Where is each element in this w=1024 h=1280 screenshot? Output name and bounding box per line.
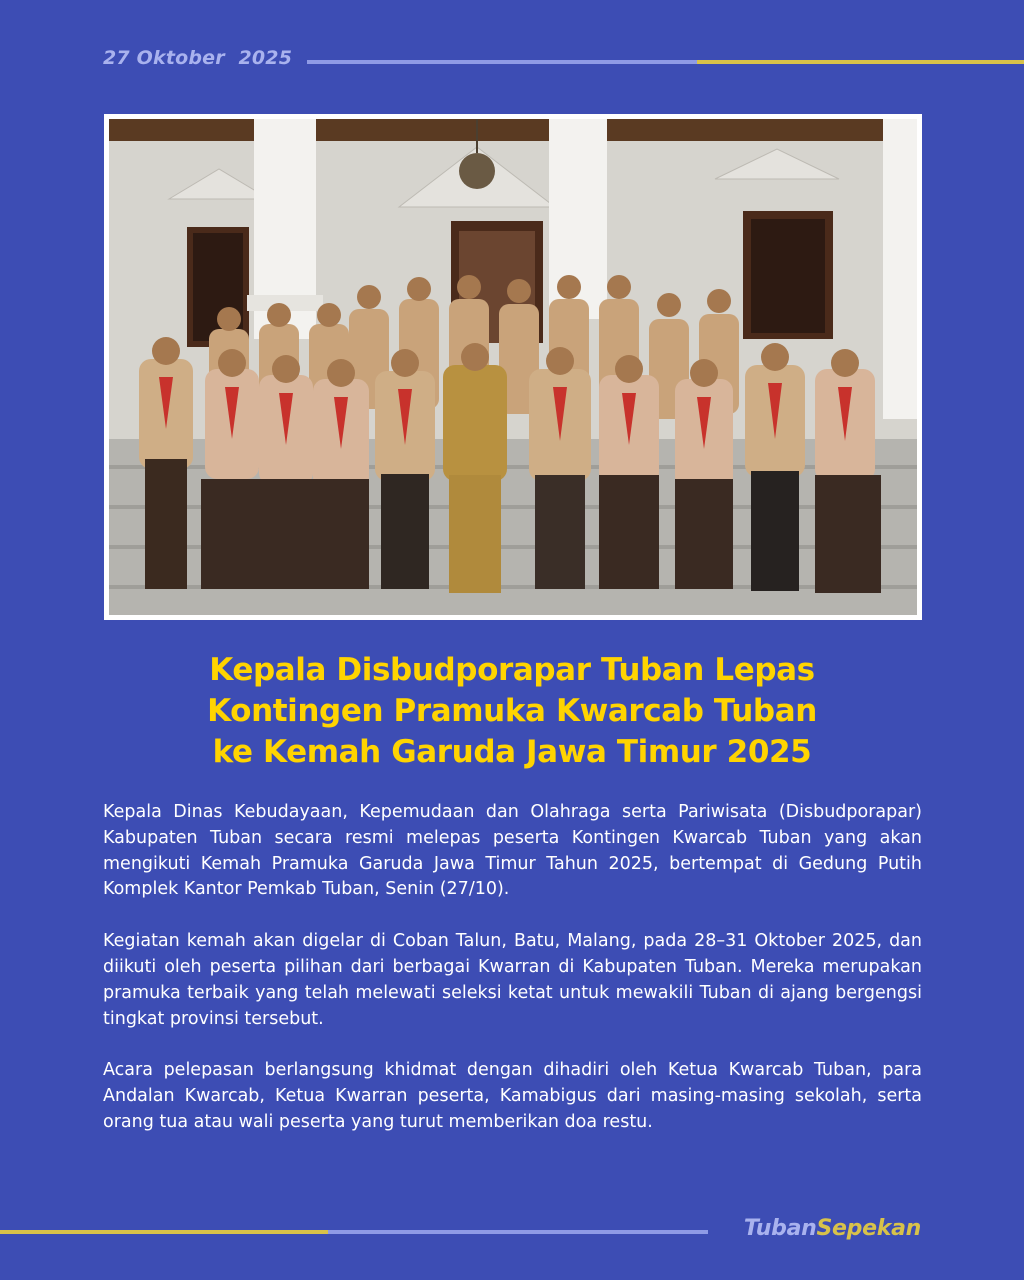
headline-line-3: ke Kemah Garuda Jawa Timur 2025 [212,734,812,770]
brand-part-1: Tuban [743,1216,817,1241]
paragraph-3: Acara pelepasan berlangsung khidmat dengan dihadiri oleh Ketua Kwarcab Tuban, para Andalan Kwarcab, Ketua Kwarran peserta, Kamabigus dari masing-masing sekolah, serta orang tua atau wali peserta yang turut memberikan doa restu. [103,1060,922,1132]
divider-segment-light [307,60,697,64]
date-label: 27 Oktober 2025 [103,47,293,69]
paragraph-1: Kepala Dinas Kebudayaan, Kepemudaan dan Olahraga serta Pariwisata (Disbudporapar) Kabupaten Tuban secara resmi melepas peserta Kontingen Kwarcab Tuban yang akan mengikuti Kemah Pramuka Garuda Jawa Timur Tahun 2025, bertempat di Gedung Putih Komplek Kantor Pemkab Tuban, Senin (27/10). [103,802,922,900]
brand-logo [744,1216,921,1241]
footer-divider [0,1230,708,1234]
divider-segment-light [328,1230,708,1234]
article-body [103,800,922,1162]
divider-segment-gold [0,1230,328,1234]
header-divider [307,60,1024,64]
brand-part-2: Sepekan [816,1216,921,1241]
group-photo [104,114,922,620]
headline-line-2: Kontingen Pramuka Kwarcab Tuban [207,693,817,729]
paragraph-2: Kegiatan kemah akan digelar di Coban Talun, Batu, Malang, pada 28–31 Oktober 2025, dan diikuti oleh peserta pilihan dari berbagai Kwarran di Kabupaten Tuban. Mereka merupakan pramuka terbaik yang telah melewati seleksi ketat untuk mewakili Tuban di ajang bergengsi tingkat provinsi tersebut. [103,931,922,1029]
headline [112,650,912,773]
divider-segment-gold [697,60,1024,64]
headline-line-1: Kepala Disbudporapar Tuban Lepas [209,652,815,688]
